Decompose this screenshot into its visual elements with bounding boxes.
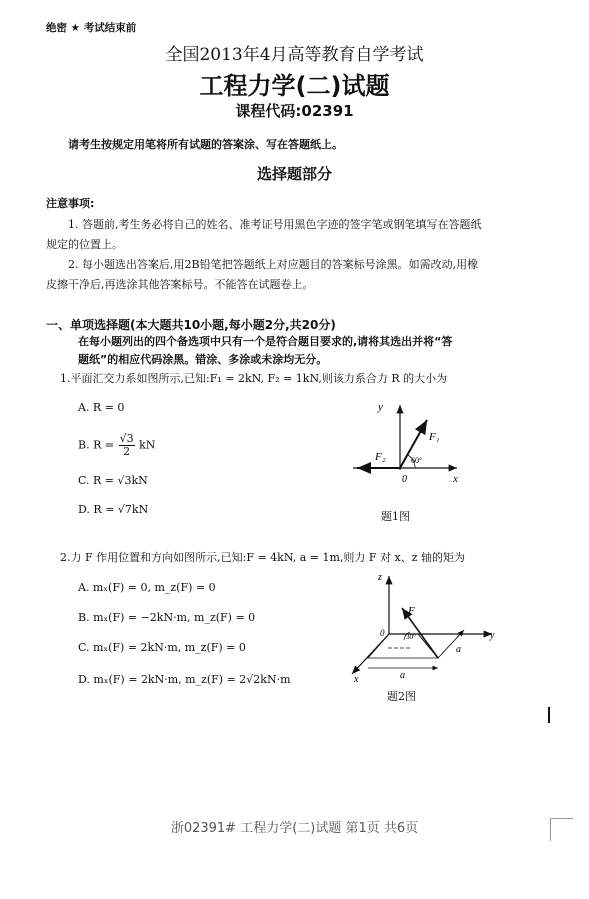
q1-figure-svg [345, 400, 465, 495]
q1-option-b-numerator: √3 [119, 432, 134, 445]
q2-caption: 题2图 [387, 690, 416, 703]
q1-option-b [78, 433, 155, 458]
q1-option-c: C. R = √3kN [78, 474, 148, 487]
q2-angle-label: 30° [406, 633, 416, 641]
q2-option-c: C. mₓ(F) = 2kN·m, m_z(F) = 0 [78, 641, 246, 654]
part1-heading: 一、单项选择题(本大题共10小题,每小题2分,共20分) [46, 318, 336, 332]
page-title: 工程力学(二)试题 [199, 72, 390, 100]
q1-stem: 1.平面汇交力系如图所示,已知:F₁ = 2kN, F₂ = 1kN,则该力系合力 R 的大小为 [60, 372, 448, 385]
q2-y-label: y [490, 630, 495, 641]
q1-option-b-fraction [119, 433, 135, 458]
secret-label: 绝密 ★ 考试结束前 [46, 22, 137, 34]
part1-desc-line2: 题纸”的相应代码涂黑。错涂、多涂或未涂均无分。 [78, 353, 328, 366]
q2-figure [340, 568, 500, 688]
part1-desc-line1: 在每小题列出的四个备选项中只有一个是符合题目要求的,请将其选出并将“答 [78, 335, 453, 348]
notes-heading: 注意事项: [46, 197, 95, 210]
q1-f1-label: F₁ [429, 431, 440, 443]
q2-option-d: D. mₓ(F) = 2kN·m, m_z(F) = 2√2kN·m [78, 673, 291, 686]
q2-option-a: A. mₓ(F) = 0, m_z(F) = 0 [78, 581, 216, 594]
notes-item2-line2: 皮擦干净后,再选涂其他答案标号。不能答在试题卷上。 [46, 278, 314, 291]
q1-option-b-unit: kN [139, 438, 156, 452]
q1-f2-label: F₂ [375, 451, 386, 463]
q1-x-label: x [453, 473, 458, 485]
q2-a-bottom-label: a [400, 670, 405, 681]
notes-item2-line1: 2. 每小题选出答案后,用2B铅笔把答题纸上对应题目的答案标号涂黑。如需改动,用橡 [68, 258, 479, 271]
q2-origin-label: 0 [380, 628, 385, 638]
course-code: 课程代码:02391 [235, 102, 354, 120]
notes-item1-line1: 1. 答题前,考生务必将自己的姓名、准考证号用黑色字迹的签字笔或钢笔填写在答题纸 [68, 218, 482, 231]
q1-origin-label: 0 [402, 474, 407, 485]
q1-option-a: A. R = 0 [78, 401, 125, 414]
q1-figure [345, 400, 465, 495]
exam-line: 全国2013年4月高等教育自学考试 [165, 45, 424, 65]
q1-option-b-prefix: B. R = [78, 438, 115, 452]
q2-a-side-label: a [456, 644, 461, 655]
notes-item1-line2: 规定的位置上。 [46, 238, 123, 251]
page-corner-mark [550, 818, 573, 841]
q2-stem: 2.力 F 作用位置和方向如图所示,已知:F = 4kN, a = 1m,则力 F 对 x、z 轴的矩为 [60, 551, 466, 564]
q1-option-b-denominator: 2 [123, 445, 131, 458]
q2-f-label: F [408, 605, 415, 617]
q2-x-label: x [354, 674, 359, 685]
q1-caption: 题1图 [381, 510, 410, 523]
q2-figure-svg [340, 568, 500, 688]
text-cursor [548, 707, 550, 723]
q1-angle-label: 60° [411, 456, 423, 465]
q1-option-d: D. R = √7kN [78, 503, 149, 516]
q2-option-b: B. mₓ(F) = −2kN·m, m_z(F) = 0 [78, 611, 256, 624]
section-title: 选择题部分 [256, 165, 332, 183]
q2-z-label: z [378, 572, 382, 583]
instruction-top: 请考生按规定用笔将所有试题的答案涂、写在答题纸上。 [68, 138, 343, 151]
page-footer: 浙02391# 工程力学(二)试题 第1页 共6页 [170, 821, 419, 836]
q1-y-label: y [378, 401, 383, 413]
